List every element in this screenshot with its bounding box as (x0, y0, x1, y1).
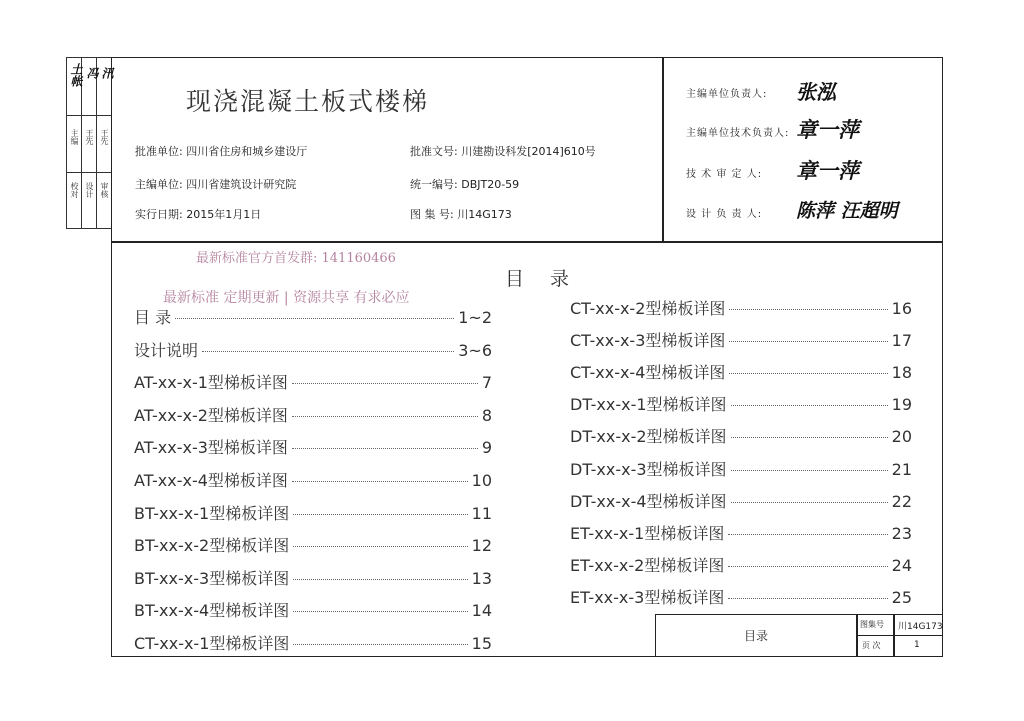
toc-entry-label: AT-xx-x-2型梯板详图 (134, 405, 288, 425)
effective-date (135, 206, 261, 222)
toc-entry (134, 533, 492, 555)
toc-leader-dots (293, 546, 467, 547)
atlas-no-value: 川14G173 (457, 208, 512, 221)
effective-date-value: 2015年1月1日 (186, 208, 262, 221)
toc-entry-page: 9 (481, 438, 492, 458)
unified-no-label: 统一编号: (410, 178, 458, 191)
title-block-atlas-value: 川14G173 (898, 622, 943, 632)
watermark-slogan-line: 最新标准 定期更新 | 资源共享 有求必应 (163, 290, 410, 306)
toc-leader-dots (729, 309, 887, 310)
chief-unit-head-label: 主编单位负责人: (686, 89, 768, 100)
responsible-divider (662, 57, 664, 242)
toc-entry (570, 521, 912, 543)
sidebar-role2-3: 审核 (100, 182, 109, 198)
toc-entry-page: 8 (481, 405, 492, 425)
approval-unit (135, 143, 307, 159)
signature-reviewer: 章一萍 (796, 158, 859, 183)
toc-entry-page: 11 (471, 503, 492, 523)
toc-leader-dots (731, 437, 888, 438)
toc-entry (134, 338, 492, 360)
unified-no-value: DBJT20-59 (461, 178, 520, 191)
toc-entry-page: 24 (891, 555, 912, 575)
toc-heading: 目 录 (505, 268, 580, 290)
watermark-group-line: 最新标准官方首发群: 141160466 (196, 251, 396, 266)
sidebar-signature-2: 冯 (85, 67, 99, 79)
effective-date-label: 实行日期: (135, 208, 183, 221)
toc-entry (570, 296, 912, 318)
toc-entry-page: 22 (891, 491, 912, 511)
toc-entry-label: CT-xx-x-1型梯板详图 (134, 634, 290, 653)
editor-unit (135, 176, 296, 192)
toc-entry (570, 360, 912, 382)
toc-entry-page: 25 (891, 587, 912, 607)
toc-entry-label: DT-xx-x-1型梯板详图 (570, 395, 727, 415)
toc-leader-dots (292, 383, 478, 384)
tech-reviewer-label: 技 术 审 定 人: (686, 169, 763, 180)
toc-entry-page: 23 (891, 523, 912, 543)
toc-entry (134, 598, 492, 620)
toc-entry (570, 424, 912, 446)
toc-entry (134, 305, 492, 327)
toc-entry-label: BT-xx-x-2型梯板详图 (134, 536, 290, 556)
toc-entry-page: 14 (471, 601, 492, 621)
toc-entry-label: DT-xx-x-2型梯板详图 (570, 427, 727, 447)
toc-entry-label: AT-xx-x-1型梯板详图 (134, 373, 288, 393)
sidebar-role2-2: 设计 (85, 182, 94, 198)
toc-entry (134, 631, 492, 653)
toc-leader-dots (292, 416, 478, 417)
toc-leader-dots (728, 598, 887, 599)
editor-unit-value: 四川省建筑设计研究院 (186, 178, 297, 191)
unified-no (410, 176, 519, 192)
sidebar-role-3: 王先 (100, 129, 109, 145)
toc-entry (570, 457, 912, 479)
toc-entry (570, 489, 912, 511)
approval-doc (410, 143, 596, 159)
toc-entry-page: 19 (891, 395, 912, 415)
title-block-atlas-label: 图集号 (860, 620, 884, 629)
toc-entry (134, 566, 492, 588)
sidebar-signature-3: 汛 (100, 67, 114, 79)
toc-entry-label: AT-xx-x-4型梯板详图 (134, 471, 288, 490)
sidebar-role-1: 主编 (70, 129, 79, 145)
toc-leader-dots (731, 470, 888, 471)
approval-unit-label: 批准单位: (135, 145, 183, 158)
toc-entry (134, 501, 492, 523)
toc-entry-label: 目 录 (134, 308, 172, 327)
toc-leader-dots (293, 644, 467, 645)
title-block-drawing-title: 目录 (744, 629, 769, 643)
signature-chief-head: 张泓 (796, 80, 836, 104)
toc-entry-page: 18 (891, 363, 912, 383)
toc-leader-dots (292, 481, 468, 482)
chief-unit-tech-head-label: 主编单位技术负责人: (686, 128, 790, 139)
editor-unit-label: 主编单位: (135, 178, 183, 191)
toc-entry-label: CT-xx-x-2型梯板详图 (570, 299, 726, 318)
toc-entry-label: CT-xx-x-4型梯板详图 (570, 363, 726, 383)
toc-entry-page: 21 (891, 459, 912, 479)
toc-entry-label: BT-xx-x-1型梯板详图 (134, 503, 290, 523)
atlas-no (410, 206, 512, 222)
toc-entry-page: 10 (471, 471, 492, 490)
sidebar-role-2: 王先 (85, 129, 94, 145)
toc-entry-page: 1~2 (458, 308, 492, 327)
sidebar-signature-1: 土帐 (69, 63, 83, 87)
approval-doc-label: 批准文号: (410, 145, 458, 158)
toc-leader-dots (731, 502, 888, 503)
toc-entry (134, 468, 492, 490)
toc-leader-dots (729, 373, 887, 374)
toc-entry-label: ET-xx-x-3型梯板详图 (570, 587, 725, 607)
toc-entry (570, 392, 912, 414)
sidebar-role2-1: 校对 (70, 182, 79, 198)
toc-leader-dots (731, 405, 888, 406)
toc-leader-dots (728, 534, 887, 535)
approval-unit-value: 四川省住房和城乡建设厅 (186, 145, 308, 158)
toc-entry-label: CT-xx-x-3型梯板详图 (570, 331, 726, 351)
atlas-no-label: 图 集 号: (410, 208, 454, 221)
toc-entry-page: 12 (471, 536, 492, 556)
toc-entry-label: ET-xx-x-1型梯板详图 (570, 523, 725, 543)
signature-tech-head: 章一萍 (796, 117, 859, 142)
toc-entry (570, 585, 912, 607)
toc-leader-dots (202, 351, 454, 352)
toc-leader-dots (729, 341, 887, 342)
toc-leader-dots (728, 566, 887, 567)
toc-entry (570, 328, 912, 350)
toc-leader-dots (175, 318, 454, 319)
title-block-page-value: 1 (914, 640, 920, 650)
toc-leader-dots (293, 514, 467, 515)
toc-entry-page: 16 (891, 299, 912, 318)
toc-leader-dots (292, 448, 478, 449)
toc-entry-label: AT-xx-x-3型梯板详图 (134, 438, 288, 458)
toc-entry (570, 553, 912, 575)
toc-entry-label: BT-xx-x-4型梯板详图 (134, 601, 290, 621)
toc-entry (134, 403, 492, 425)
toc-entry (134, 435, 492, 457)
toc-entry-page: 13 (471, 568, 492, 588)
toc-entry-label: DT-xx-x-4型梯板详图 (570, 491, 727, 511)
toc-leader-dots (293, 579, 467, 580)
toc-entry-label: DT-xx-x-3型梯板详图 (570, 459, 727, 479)
signature-design-lead: 陈萍 汪超明 (796, 200, 898, 222)
toc-entry-label: ET-xx-x-2型梯板详图 (570, 555, 725, 575)
design-lead-label: 设 计 负 责 人: (686, 209, 763, 220)
toc-entry-page: 3~6 (458, 340, 492, 360)
toc-entry-page: 15 (471, 634, 492, 653)
toc-entry-label: BT-xx-x-3型梯板详图 (134, 568, 290, 588)
header-divider (111, 241, 943, 243)
toc-entry (134, 370, 492, 392)
toc-entry-page: 17 (891, 331, 912, 351)
toc-entry-page: 7 (481, 373, 492, 393)
toc-leader-dots (293, 611, 467, 612)
approval-doc-value: 川建勘设科发[2014]610号 (461, 145, 596, 158)
toc-entry-label: 设计说明 (134, 340, 199, 360)
title-block-page-label: 页 次 (862, 641, 881, 650)
toc-entry-page: 20 (891, 427, 912, 447)
page-title: 现浇混凝土板式楼梯 (186, 87, 430, 116)
approval-sidebar (66, 57, 112, 229)
